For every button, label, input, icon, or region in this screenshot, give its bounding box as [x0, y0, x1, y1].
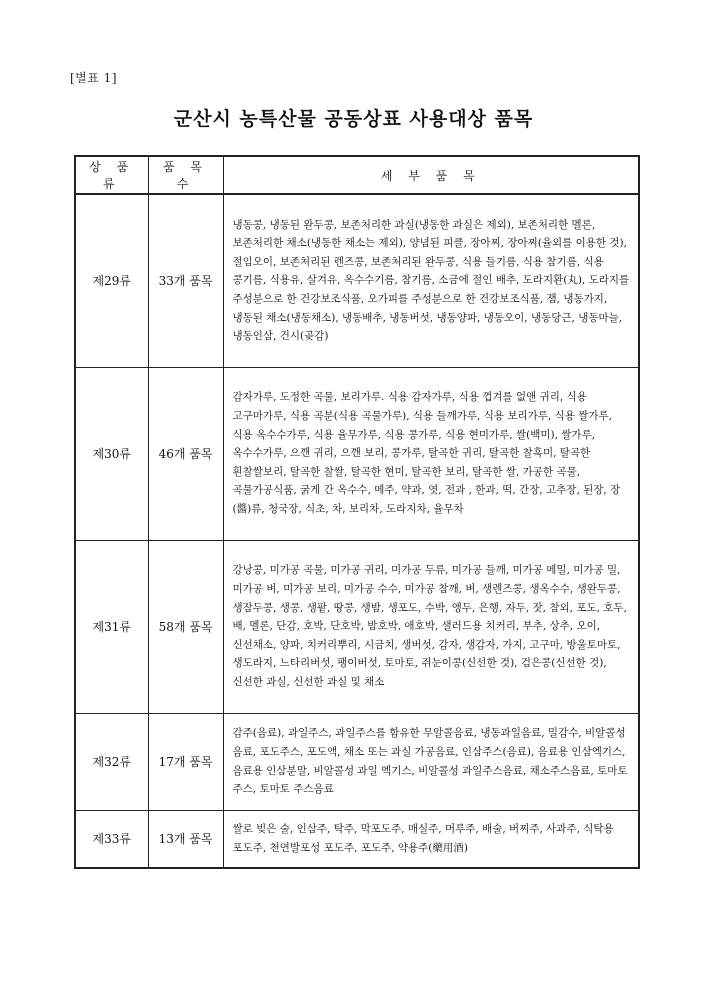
class-cell: 제32류 — [75, 713, 148, 810]
items-cell: 강낭콩, 미가공 곡물, 미가공 귀리, 미가공 두류, 미가공 들깨, 미가공 메밀, 미가공 밀, 미가공 벼, 미가공 보리, 미가공 수수, 미가공 참깨, 벼, 생렌즈콩, 생옥수수, 생완두콩, 생잠두콩, 생콩, 생팥, 땅콩, 생밤, 생포도, 수박, 앵두, 은행, 자두, 잣, 참외, 포도, 호두, 배, 멜론, 단감, 호박, 단호박, 밤호박, 애호박, 샐러드용 치커리, 부추, 상추, 오이, 신선채소, 양파, 치커리뿌리, 시금치, 생버섯, 감자, 생감자, 가지, 고구마, 방울토마토, 생도라지, 느타리버섯, 팽이버섯, 토마토, 쥐눈이콩(신선한 것), 검은콩(신선한 것), 신선한 과실, 신선한 과실 및 채소 — [223, 540, 639, 713]
goods-table — [74, 155, 640, 869]
count-cell: 58개 품목 — [148, 540, 223, 713]
header-items: 세 부 품 목 — [223, 156, 639, 194]
table-row — [75, 194, 639, 367]
count-cell: 17개 품목 — [148, 713, 223, 810]
count-cell: 13개 품목 — [148, 810, 223, 868]
class-cell: 제31류 — [75, 540, 148, 713]
table-row — [75, 713, 639, 810]
class-cell: 제29류 — [75, 194, 148, 367]
table-row — [75, 540, 639, 713]
class-cell: 제30류 — [75, 367, 148, 540]
class-cell: 제33류 — [75, 810, 148, 868]
items-cell: 감주(음료), 과일주스, 과일주스를 함유한 무알콜음료, 냉동과일음료, 밀감수, 비알콜성 음료, 포도주스, 포도액, 채소 또는 과실 가공음료, 인삼주스(음료), 음료용 인삼엑기스, 음료용 인삼분말, 비알콜성 과일 엑기스, 비알콜성 과일주스음료, 채소주스음료, 토마토 주스, 토마토 주스음료 — [223, 713, 639, 810]
document-title: 군산시 농특산물 공동상표 사용대상 품목 — [173, 108, 534, 130]
items-cell: 감자가루, 도정한 곡물, 보리가루. 식용 감자가루, 식용 껍겨를 없앤 귀리, 식용 고구마가루, 식용 곡분(식용 곡물가루), 식용 들깨가루, 식용 보리가루, 식용 쌀가루, 식용 옥수수가루, 식용 율무가루, 식용 콩가루, 식용 현미가루, 쌀(백미), 쌀가루, 옥수수가루, 으깬 귀리, 으깬 보리, 콩가루, 탈곡한 귀리, 탈곡한 찰흑미, 탈곡한 흰찰쌀보리, 탈곡한 찰쌀, 탈곡한 현미, 탈곡한 보리, 탈곡한 쌀, 가공한 곡물, 곡물가공식품, 굵게 간 옥수수, 메주, 약과, 엿, 전과 , 한과, 떡, 간장, 고추장, 된장, 장(醬)류, 청국장, 식초, 차, 보리차, 도라지차, 율무차 — [223, 367, 639, 540]
table-row — [75, 810, 639, 868]
count-cell: 46개 품목 — [148, 367, 223, 540]
items-cell: 냉동콩, 냉동된 완두콩, 보존처리한 과실(냉동한 과실은 제외), 보존처리한 멜론, 보존처리한 채소(냉동한 채소는 제외), 양념된 피클, 장아찌, 장아찌(율외를 이용한 것), 절임오이, 보존처리된 렌즈콩, 보존처리된 완두콩, 식용 들기름, 식용 참기름, 식용 콩기름, 식용유, 살겨유, 옥수수기름, 참기름, 소금에 절인 배추, 도라지환(丸), 도라지를 주성분으로 한 건강보조식품, 오가피를 주성분으로 한 건강보조식품, 잼, 냉동가지, 냉동된 채소(냉동채소), 냉동배추, 냉동버섯, 냉동양파, 냉동오이, 냉동당근, 냉동마늘, 냉동인삼, 건시(곶감) — [223, 194, 639, 367]
items-cell: 쌀로 빚은 술, 인삼주, 탁주, 막포도주, 매실주, 머루주, 배술, 버찌주, 사과주, 식탁용 포도주, 천연발포성 포도주, 포도주, 약용주(藥用酒) — [223, 810, 639, 868]
header-count: 품 목 수 — [148, 156, 223, 194]
annex-label: [별표 1] — [70, 71, 117, 85]
header-class: 상 품 류 — [75, 156, 148, 194]
count-cell: 33개 품목 — [148, 194, 223, 367]
table-row — [75, 367, 639, 540]
table-header-row — [75, 156, 639, 194]
